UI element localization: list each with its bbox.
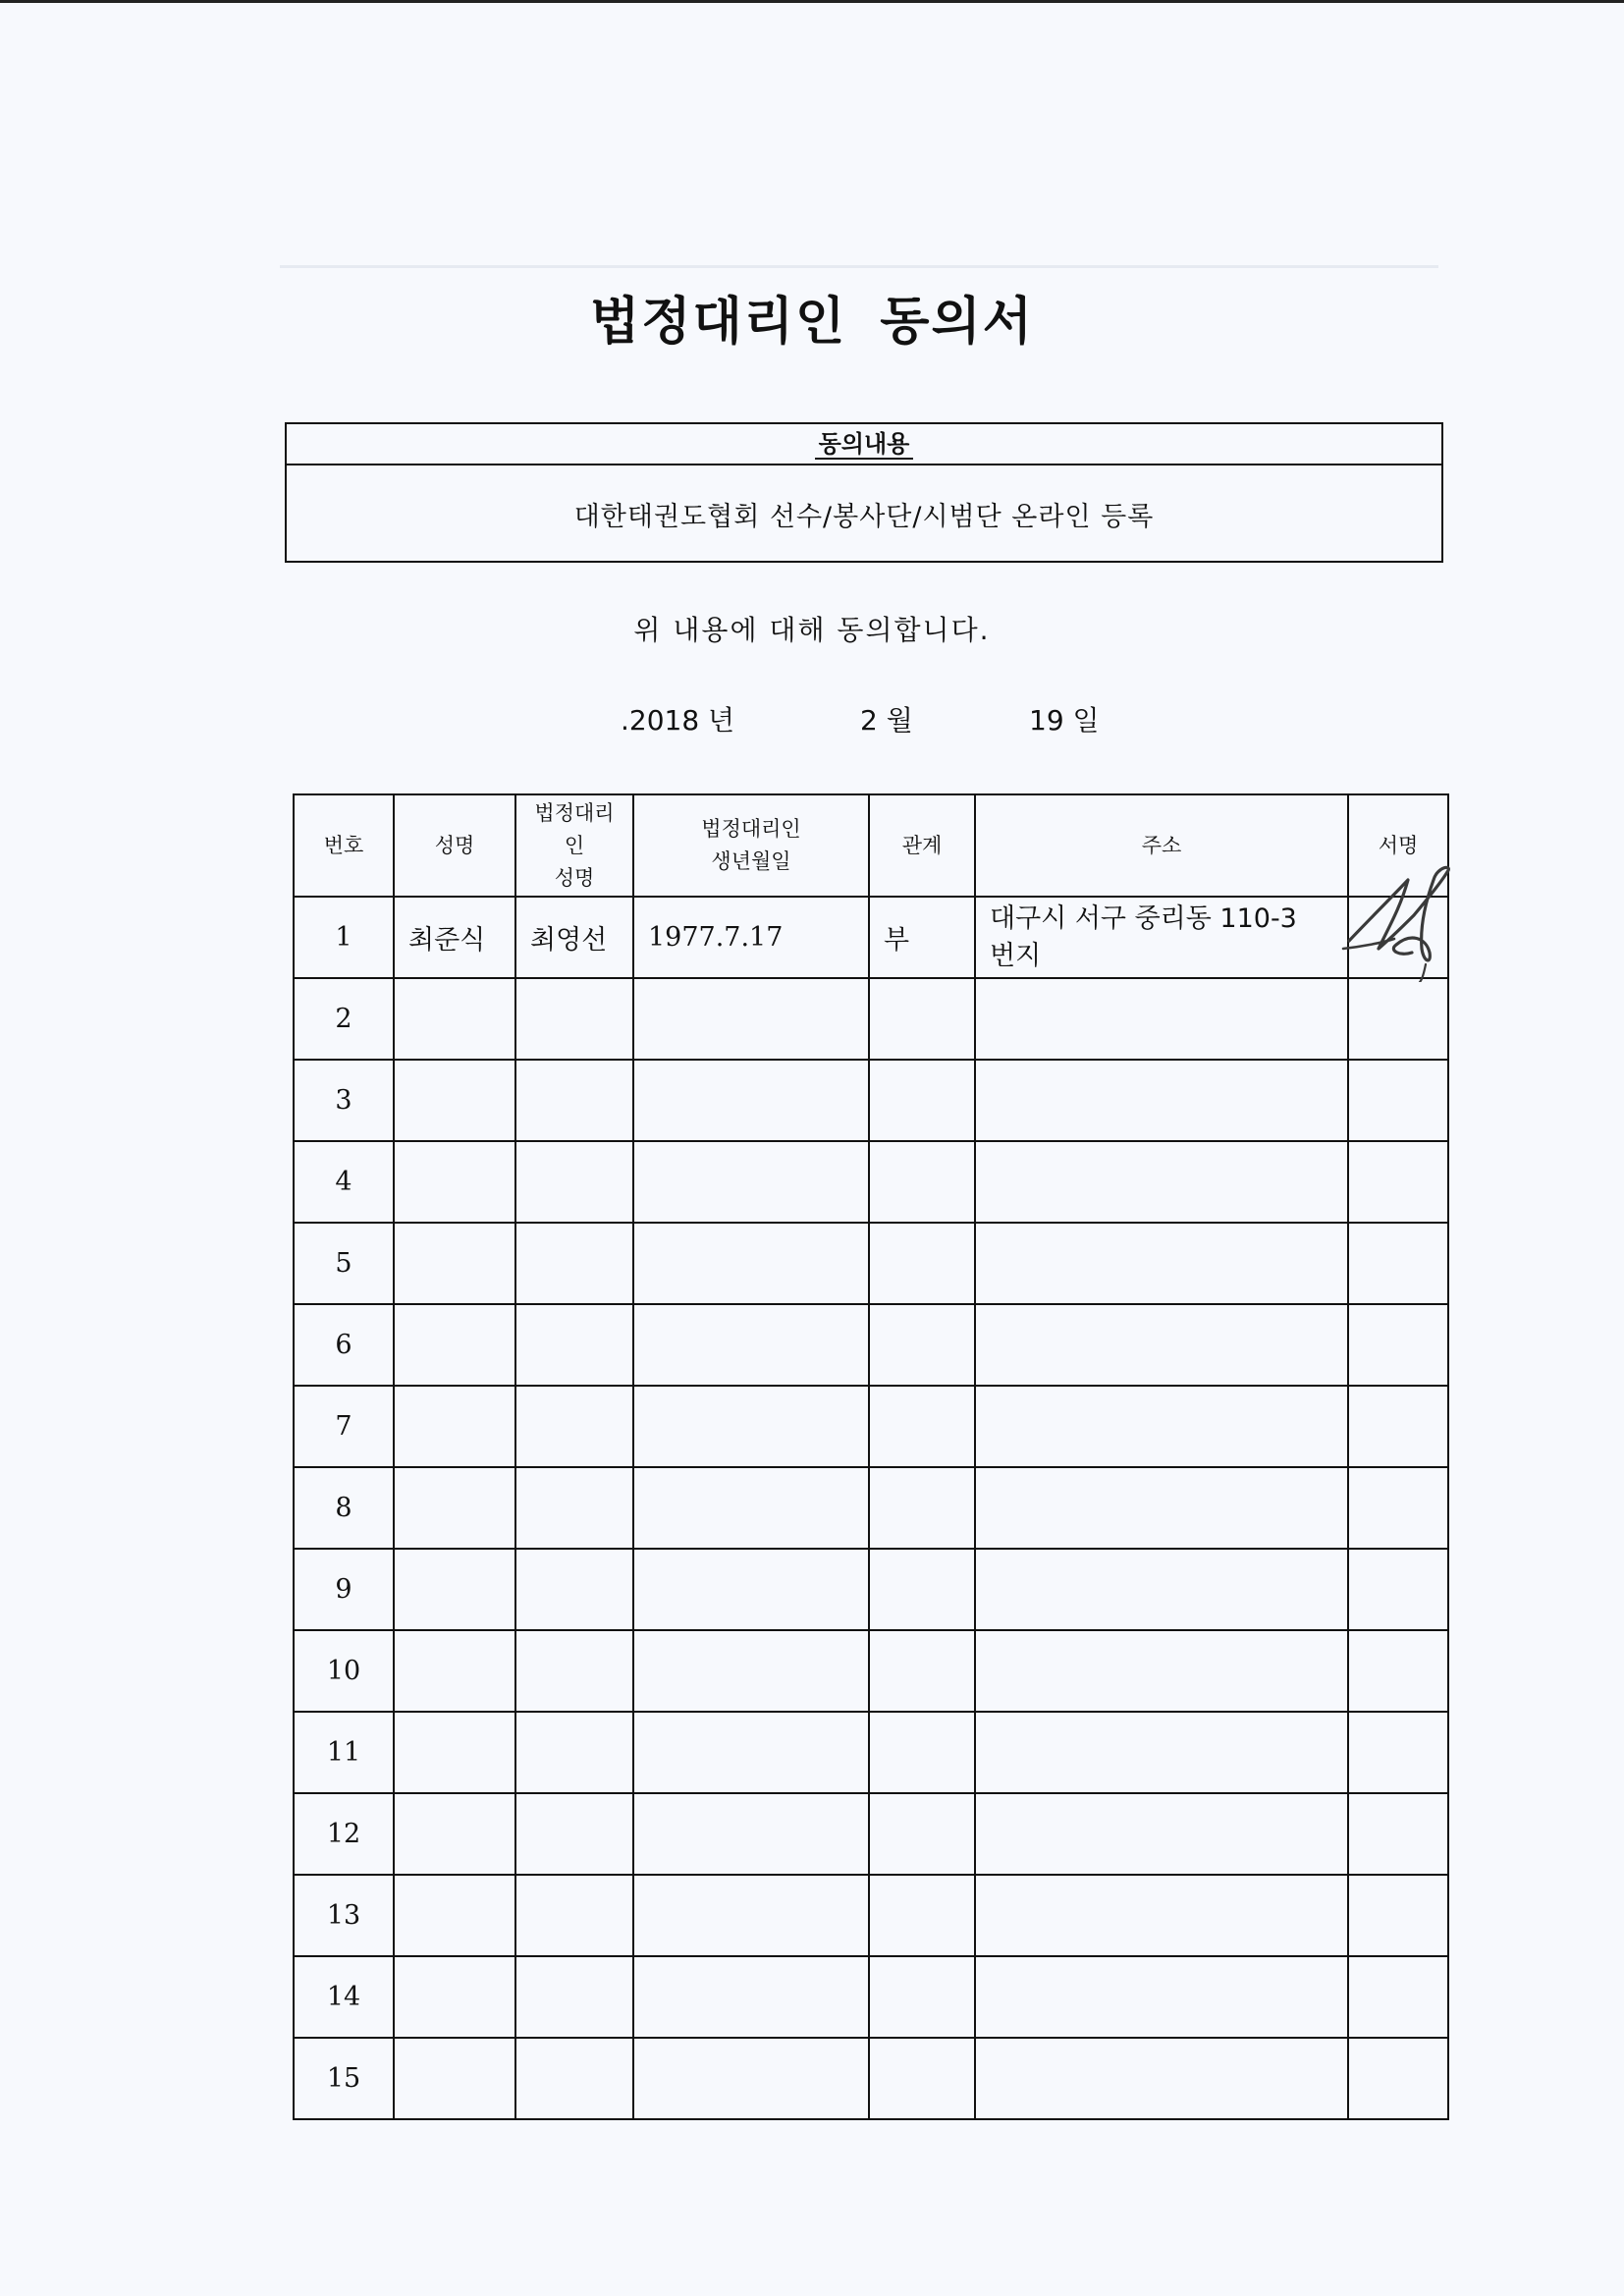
cell-no: 8 — [294, 1467, 394, 1549]
cell-address — [975, 1712, 1348, 1793]
cell-address — [975, 1304, 1348, 1386]
cell-guardian-name — [515, 1060, 633, 1141]
cell-name — [394, 1793, 515, 1875]
cell-guardian-birth — [633, 1223, 869, 1304]
cell-guardian-birth — [633, 1304, 869, 1386]
cell-signature — [1348, 1223, 1448, 1304]
cell-guardian-birth — [633, 1712, 869, 1793]
cell-guardian-birth — [633, 1630, 869, 1712]
table-header-row — [294, 794, 1448, 897]
cell-no: 10 — [294, 1630, 394, 1712]
cell-guardian-birth — [633, 1060, 869, 1141]
cell-no: 9 — [294, 1549, 394, 1630]
cell-relation — [869, 1875, 975, 1956]
cell-address — [975, 1956, 1348, 2038]
cell-guardian-birth — [633, 1141, 869, 1223]
faint-rule — [280, 265, 1438, 268]
cell-guardian-name — [515, 1712, 633, 1793]
header-signature: 서명 — [1348, 794, 1448, 897]
cell-guardian-name — [515, 1793, 633, 1875]
cell-address — [975, 2038, 1348, 2119]
cell-relation — [869, 1630, 975, 1712]
cell-guardian-birth — [633, 1467, 869, 1549]
cell-guardian-name — [515, 1386, 633, 1467]
table-row — [294, 978, 1448, 1060]
date-year: .2018 년 — [621, 704, 735, 737]
cell-name — [394, 1875, 515, 1956]
cell-no: 2 — [294, 978, 394, 1060]
cell-name — [394, 1386, 515, 1467]
table-row — [294, 1630, 1448, 1712]
cell-guardian-birth — [633, 1386, 869, 1467]
table-row — [294, 1956, 1448, 2038]
cell-relation — [869, 1712, 975, 1793]
scan-top-edge — [0, 0, 1624, 3]
table-row — [294, 1223, 1448, 1304]
cell-relation — [869, 2038, 975, 2119]
cell-relation — [869, 1956, 975, 2038]
cell-relation: 부 — [869, 897, 975, 978]
cell-relation — [869, 1386, 975, 1467]
cell-name — [394, 978, 515, 1060]
guardian-table — [293, 793, 1449, 2120]
table-row — [294, 1141, 1448, 1223]
cell-no: 11 — [294, 1712, 394, 1793]
cell-signature — [1348, 1467, 1448, 1549]
cell-signature — [1348, 1875, 1448, 1956]
cell-guardian-name: 최영선 — [515, 897, 633, 978]
consent-header — [287, 424, 1441, 465]
cell-name — [394, 1304, 515, 1386]
header-guardian-name — [515, 794, 633, 897]
table-row — [294, 1793, 1448, 1875]
cell-no: 1 — [294, 897, 394, 978]
header-guardian-birth-line1: 법정대리인 — [701, 817, 801, 841]
consent-box — [285, 422, 1443, 563]
cell-no: 7 — [294, 1386, 394, 1467]
handwritten-signature — [1331, 854, 1459, 982]
cell-signature — [1348, 1712, 1448, 1793]
table-row — [294, 1060, 1448, 1141]
page-title: 법정대리인 동의서 — [590, 292, 1034, 352]
cell-guardian-birth — [633, 1956, 869, 2038]
cell-guardian-name — [515, 978, 633, 1060]
cell-guardian-birth — [633, 2038, 869, 2119]
header-guardian-name-line2: 인 — [564, 833, 585, 857]
cell-signature — [1348, 2038, 1448, 2119]
cell-address — [975, 978, 1348, 1060]
cell-relation — [869, 1060, 975, 1141]
cell-name: 최준식 — [394, 897, 515, 978]
cell-address — [975, 1386, 1348, 1467]
cell-guardian-name — [515, 1956, 633, 2038]
cell-relation — [869, 1549, 975, 1630]
cell-guardian-name — [515, 1467, 633, 1549]
cell-relation — [869, 978, 975, 1060]
cell-address — [975, 897, 1348, 978]
cell-address — [975, 1875, 1348, 1956]
cell-guardian-birth: 1977.7.17 — [633, 897, 869, 978]
cell-no: 13 — [294, 1875, 394, 1956]
cell-address — [975, 1141, 1348, 1223]
agreement-statement: 위 내용에 대해 동의합니다. — [633, 614, 991, 646]
cell-guardian-birth — [633, 978, 869, 1060]
cell-name — [394, 2038, 515, 2119]
cell-guardian-name — [515, 2038, 633, 2119]
cell-address — [975, 1060, 1348, 1141]
cell-name — [394, 1712, 515, 1793]
cell-relation — [869, 1467, 975, 1549]
cell-relation — [869, 1304, 975, 1386]
date-day: 19 일 — [1029, 704, 1100, 737]
cell-signature — [1348, 1793, 1448, 1875]
cell-signature — [1348, 1956, 1448, 2038]
cell-guardian-birth — [633, 1549, 869, 1630]
cell-no: 6 — [294, 1304, 394, 1386]
table-row — [294, 2038, 1448, 2119]
cell-signature — [1348, 1549, 1448, 1630]
cell-relation — [869, 1223, 975, 1304]
cell-signature — [1348, 1304, 1448, 1386]
cell-address — [975, 1630, 1348, 1712]
cell-address — [975, 1549, 1348, 1630]
header-guardian-birth-line2: 생년월일 — [711, 849, 791, 873]
cell-guardian-birth — [633, 1793, 869, 1875]
table-row — [294, 1386, 1448, 1467]
address-line2: 번지 — [990, 940, 1042, 971]
table-row — [294, 1875, 1448, 1956]
cell-name — [394, 1141, 515, 1223]
cell-name — [394, 1060, 515, 1141]
cell-relation — [869, 1793, 975, 1875]
table-row — [294, 1712, 1448, 1793]
table-row — [294, 897, 1448, 978]
cell-no: 3 — [294, 1060, 394, 1141]
date-month: 2 월 — [860, 704, 913, 737]
consent-content: 대한태권도협회 선수/봉사단/시범단 온라인 등록 — [573, 502, 1155, 532]
header-name: 성명 — [394, 794, 515, 897]
cell-guardian-birth — [633, 1875, 869, 1956]
cell-name — [394, 1630, 515, 1712]
table-row — [294, 1549, 1448, 1630]
header-guardian-birth — [633, 794, 869, 897]
cell-guardian-name — [515, 1549, 633, 1630]
cell-signature — [1348, 1630, 1448, 1712]
cell-no: 15 — [294, 2038, 394, 2119]
address-line1: 대구시 서구 중리동 110-3 — [990, 902, 1297, 934]
cell-no: 14 — [294, 1956, 394, 2038]
cell-address — [975, 1223, 1348, 1304]
header-address: 주소 — [975, 794, 1348, 897]
table-body — [294, 897, 1448, 2119]
cell-name — [394, 1223, 515, 1304]
cell-address — [975, 1467, 1348, 1549]
cell-guardian-name — [515, 1304, 633, 1386]
consent-header-label: 동의내용 — [815, 430, 914, 460]
cell-signature — [1348, 1141, 1448, 1223]
cell-guardian-name — [515, 1875, 633, 1956]
cell-guardian-name — [515, 1141, 633, 1223]
table-row — [294, 1467, 1448, 1549]
cell-guardian-name — [515, 1223, 633, 1304]
cell-no: 4 — [294, 1141, 394, 1223]
cell-signature — [1348, 1060, 1448, 1141]
table-row — [294, 1304, 1448, 1386]
cell-no: 12 — [294, 1793, 394, 1875]
cell-no: 5 — [294, 1223, 394, 1304]
cell-signature — [1348, 1386, 1448, 1467]
header-no: 번호 — [294, 794, 394, 897]
header-guardian-name-line1: 법정대리 — [534, 800, 615, 825]
cell-name — [394, 1956, 515, 2038]
cell-guardian-name — [515, 1630, 633, 1712]
cell-relation — [869, 1141, 975, 1223]
cell-name — [394, 1549, 515, 1630]
header-guardian-name-line3: 성명 — [554, 865, 595, 890]
header-relation: 관계 — [869, 794, 975, 897]
cell-signature — [1348, 978, 1448, 1060]
cell-address — [975, 1793, 1348, 1875]
cell-name — [394, 1467, 515, 1549]
